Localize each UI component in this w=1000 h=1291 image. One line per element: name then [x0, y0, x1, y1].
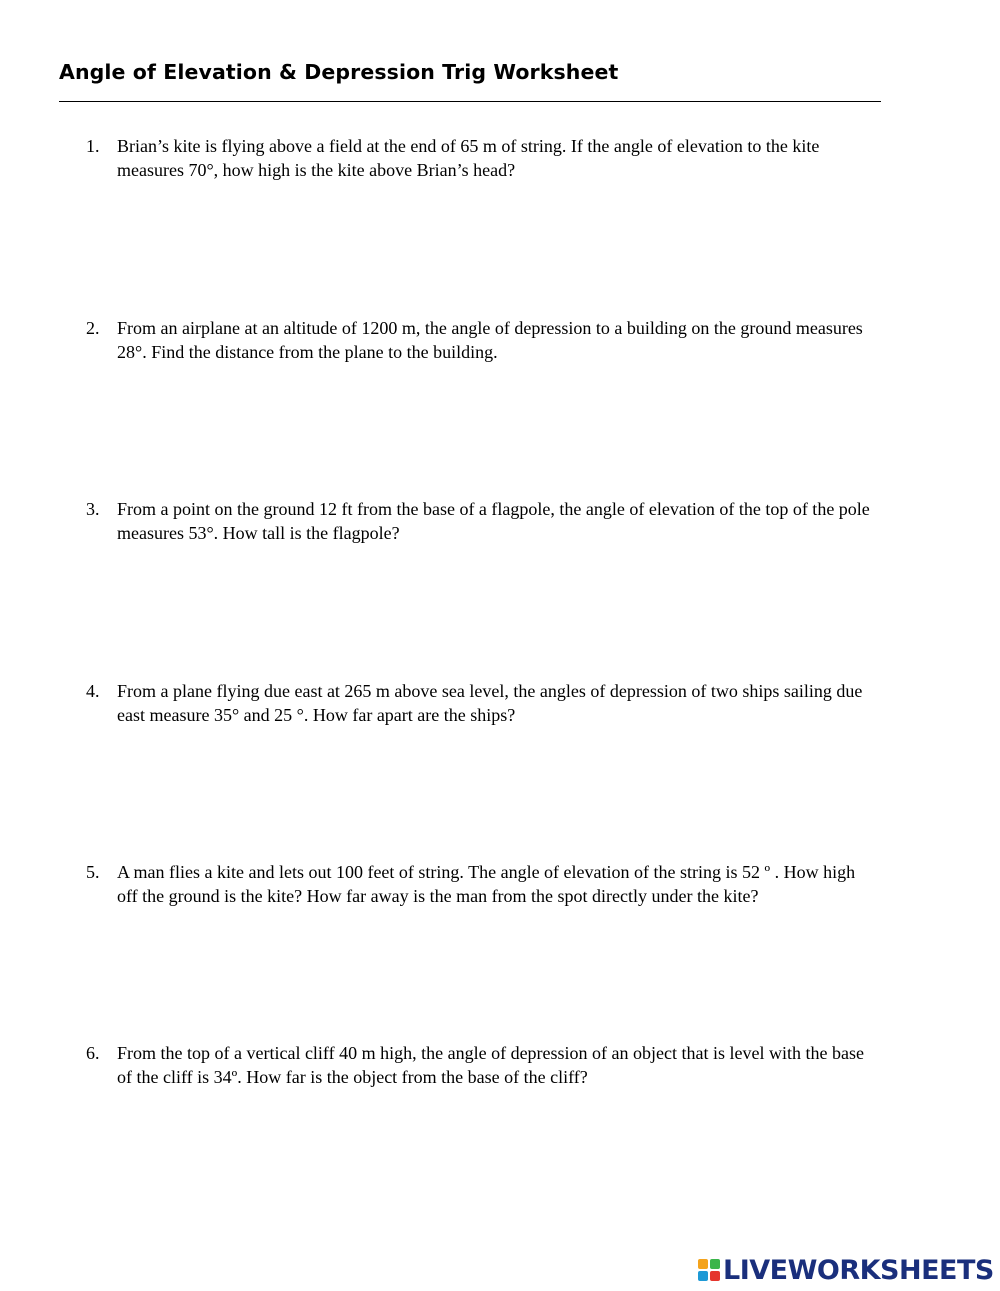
question-number: 1. [86, 136, 100, 156]
question-line: From the top of a vertical cliff 40 m high, the angle of depression of an object that is level with the base [117, 1043, 864, 1063]
question-line: measures 53°. How tall is the flagpole? [117, 523, 400, 543]
question-line: east measure 35° and 25 °. How far apart are the ships? [117, 705, 516, 725]
question-number: 6. [86, 1043, 100, 1063]
question-line: off the ground is the kite? How far away is the man from the spot directly under the kite? [117, 886, 759, 906]
question-number: 5. [86, 862, 100, 882]
question-number: 4. [86, 681, 100, 701]
logo-squares-icon [698, 1259, 720, 1281]
logo-square [698, 1271, 708, 1281]
question-line: From a point on the ground 12 ft from the base of a flagpole, the angle of elevation of the top of the pole [117, 499, 870, 519]
logo-square [710, 1271, 720, 1281]
question-number: 3. [86, 499, 100, 519]
page-title: Angle of Elevation & Depression Trig Worksheet [59, 60, 619, 84]
title-divider [59, 101, 881, 102]
liveworksheets-logo [698, 1254, 994, 1286]
logo-square [698, 1259, 708, 1269]
question-line: From an airplane at an altitude of 1200 m, the angle of depression to a building on the ground measures [117, 318, 863, 338]
question-line: 28°. Find the distance from the plane to the building. [117, 342, 498, 362]
logo-text: LIVEWORKSHEETS [723, 1254, 994, 1286]
question-line: From a plane flying due east at 265 m above sea level, the angles of depression of two ships sailing due [117, 681, 863, 701]
logo-square [710, 1259, 720, 1269]
question-line: of the cliff is 34º. How far is the object from the base of the cliff? [117, 1067, 588, 1087]
question-line: A man flies a kite and lets out 100 feet of string. The angle of elevation of the string is 52 º . How high [117, 862, 856, 882]
question-line: Brian’s kite is flying above a field at the end of 65 m of string. If the angle of elevation to the kite [117, 136, 820, 156]
question-line: measures 70°, how high is the kite above Brian’s head? [117, 160, 516, 180]
question-number: 2. [86, 318, 100, 338]
